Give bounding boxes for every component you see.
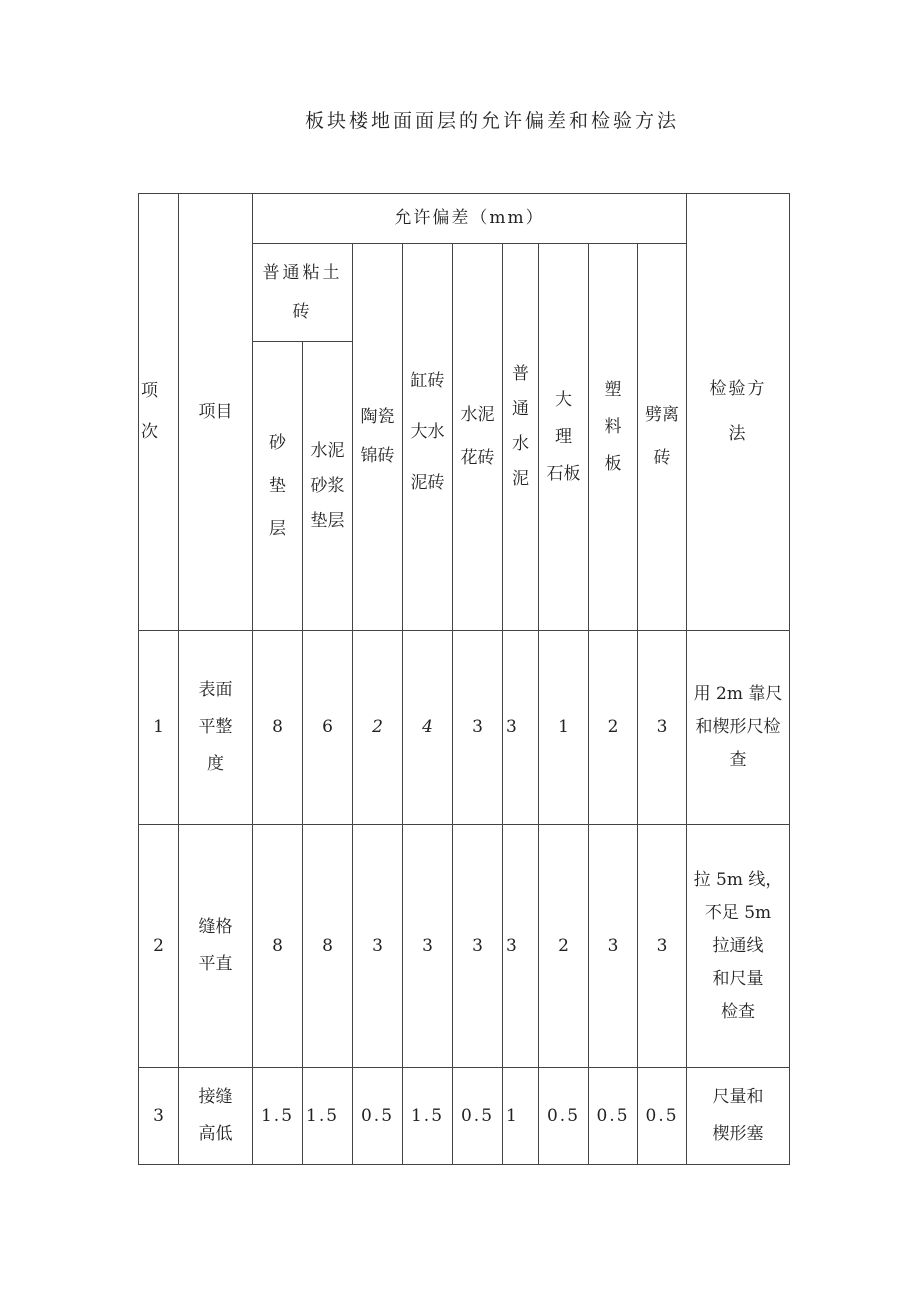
row-2-item-line-1: 缝格 (198, 917, 233, 937)
row-3-value-plastic: 0.5 (588, 1067, 638, 1165)
row-3-value-terrazzo: 0.5 (452, 1067, 503, 1165)
header-cement (502, 243, 539, 631)
row-1-item-line-3: 度 (207, 754, 224, 774)
header-plastic-line-1: 塑 (604, 379, 622, 400)
header-tile-line-2: 大水 (410, 421, 445, 442)
page-title: 板块楼地面面层的允许偏差和检验方法 (304, 110, 679, 132)
row-2-method-line-4: 和尺量 (712, 968, 764, 989)
row-1-method-line-1: 用 2m 靠尺 (693, 684, 783, 704)
header-plastic-line-2: 料 (604, 416, 622, 437)
header-cement-line-2: 通 (512, 399, 529, 419)
table-row-1-method (686, 630, 790, 825)
table-row-3-item (178, 1067, 253, 1165)
header-split-brick-line-1: 劈离 (645, 405, 679, 425)
row-2-value-split-brick: 3 (637, 824, 687, 1068)
header-tile-line-1: 缸砖 (410, 370, 445, 391)
header-mortar-cushion (302, 341, 353, 631)
row-1-value-mortar: 6 (302, 630, 353, 825)
header-clay-brick (252, 243, 353, 342)
row-3-value-split-brick: 0.5 (637, 1067, 687, 1165)
header-allowed-deviation-label: 允许偏差（mm） (394, 208, 545, 228)
row-2-value-terrazzo: 3 (452, 824, 503, 1068)
row-1-value-split-brick: 3 (637, 630, 687, 825)
table-row-2-seq (138, 824, 179, 1068)
row-1-value-plastic: 2 (588, 630, 638, 825)
header-plastic-line-3: 板 (604, 453, 622, 474)
header-split-brick (637, 243, 687, 631)
row-2-seq: 2 (153, 935, 164, 956)
row-2-method-line-5: 检查 (721, 1001, 755, 1022)
row-3-value-mosaic: 0.5 (352, 1067, 403, 1165)
header-mortar-cushion-line-2: 砂浆 (310, 475, 345, 496)
row-1-value-tile: 4 (402, 630, 453, 825)
header-mortar-cushion-line-1: 水泥 (310, 440, 345, 461)
header-method (686, 193, 790, 631)
header-method-line-2: 法 (728, 424, 748, 444)
header-cement-line-1: 普 (512, 364, 529, 384)
row-1-seq: 1 (153, 717, 164, 737)
header-seq-line-2: 次 (141, 422, 158, 442)
header-seq-line-1: 项 (141, 381, 158, 401)
header-terrazzo-flower-line-2: 花砖 (460, 448, 495, 468)
header-seq (138, 193, 179, 631)
header-mosaic (352, 243, 403, 631)
row-1-value-sand: 8 (252, 630, 303, 825)
row-3-seq: 3 (153, 1105, 164, 1126)
header-marble-line-1: 大 (555, 389, 572, 410)
row-2-value-sand: 8 (252, 824, 303, 1068)
row-2-value-cement: 3 (502, 824, 539, 1068)
table-row-3-seq (138, 1067, 179, 1165)
header-marble (538, 243, 589, 631)
header-terrazzo-flower (452, 243, 503, 631)
header-mortar-cushion-line-3: 垫层 (310, 510, 345, 531)
row-1-item-line-2: 平整 (198, 717, 233, 737)
row-3-value-marble: 0.5 (538, 1067, 589, 1165)
header-clay-brick-line-1: 普通粘土 (262, 262, 343, 283)
table-row-1-item (178, 630, 253, 825)
header-clay-brick-line-2: 砖 (292, 301, 313, 322)
row-1-item-line-1: 表面 (198, 680, 233, 700)
header-plastic (588, 243, 638, 631)
row-3-item-line-2: 高低 (198, 1124, 233, 1144)
table-row-1-seq (138, 630, 179, 825)
header-marble-line-3: 石板 (546, 463, 581, 484)
table-row-2-item (178, 824, 253, 1068)
row-1-value-marble: 1 (538, 630, 589, 825)
header-tile-line-3: 泥砖 (410, 472, 445, 493)
row-2-value-mosaic: 3 (352, 824, 403, 1068)
header-sand-cushion-line-2: 垫 (269, 475, 286, 496)
row-3-value-cement: 1 (502, 1067, 539, 1165)
header-item (178, 193, 253, 631)
row-1-value-cement: 3 (502, 630, 539, 825)
row-2-value-tile: 3 (402, 824, 453, 1068)
header-tile (402, 243, 453, 631)
row-3-value-mortar: 1.5 (302, 1067, 353, 1165)
row-3-value-tile: 1.5 (402, 1067, 453, 1165)
row-2-value-marble: 2 (538, 824, 589, 1068)
row-2-value-plastic: 3 (588, 824, 638, 1068)
row-2-method-line-1: 拉 5m 线， (693, 869, 783, 890)
row-3-item-line-1: 接缝 (198, 1087, 233, 1107)
header-sand-cushion-line-3: 层 (269, 518, 286, 539)
row-3-method-line-2: 楔形塞 (712, 1124, 764, 1144)
header-cement-line-4: 泥 (512, 469, 529, 489)
row-2-item-line-2: 平直 (198, 954, 233, 974)
header-mosaic-line-2: 锦砖 (360, 446, 395, 466)
row-2-method-line-3: 拉通线 (712, 935, 764, 956)
row-3-method-line-1: 尺量和 (712, 1087, 764, 1107)
header-terrazzo-flower-line-1: 水泥 (460, 405, 495, 425)
row-1-method-line-3: 查 (729, 750, 747, 770)
row-1-method-line-2: 和楔形尺检 (695, 717, 781, 737)
row-1-value-terrazzo: 3 (452, 630, 503, 825)
header-cement-line-3: 水 (512, 434, 529, 454)
row-1-value-mosaic: 2 (352, 630, 403, 825)
header-sand-cushion-line-1: 砂 (269, 432, 286, 453)
row-3-value-sand: 1.5 (252, 1067, 303, 1165)
header-method-line-1: 检验方 (709, 379, 767, 399)
header-allowed-deviation (252, 193, 687, 244)
header-item-label: 项目 (198, 401, 233, 422)
row-2-value-mortar: 8 (302, 824, 353, 1068)
header-mosaic-line-1: 陶瓷 (360, 407, 395, 427)
table-row-2-method (686, 824, 790, 1068)
header-marble-line-2: 理 (555, 426, 572, 447)
header-sand-cushion (252, 341, 303, 631)
row-2-method-line-2: 不足 5m (704, 902, 772, 923)
table-row-3-method (686, 1067, 790, 1165)
header-split-brick-line-2: 砖 (653, 448, 671, 468)
